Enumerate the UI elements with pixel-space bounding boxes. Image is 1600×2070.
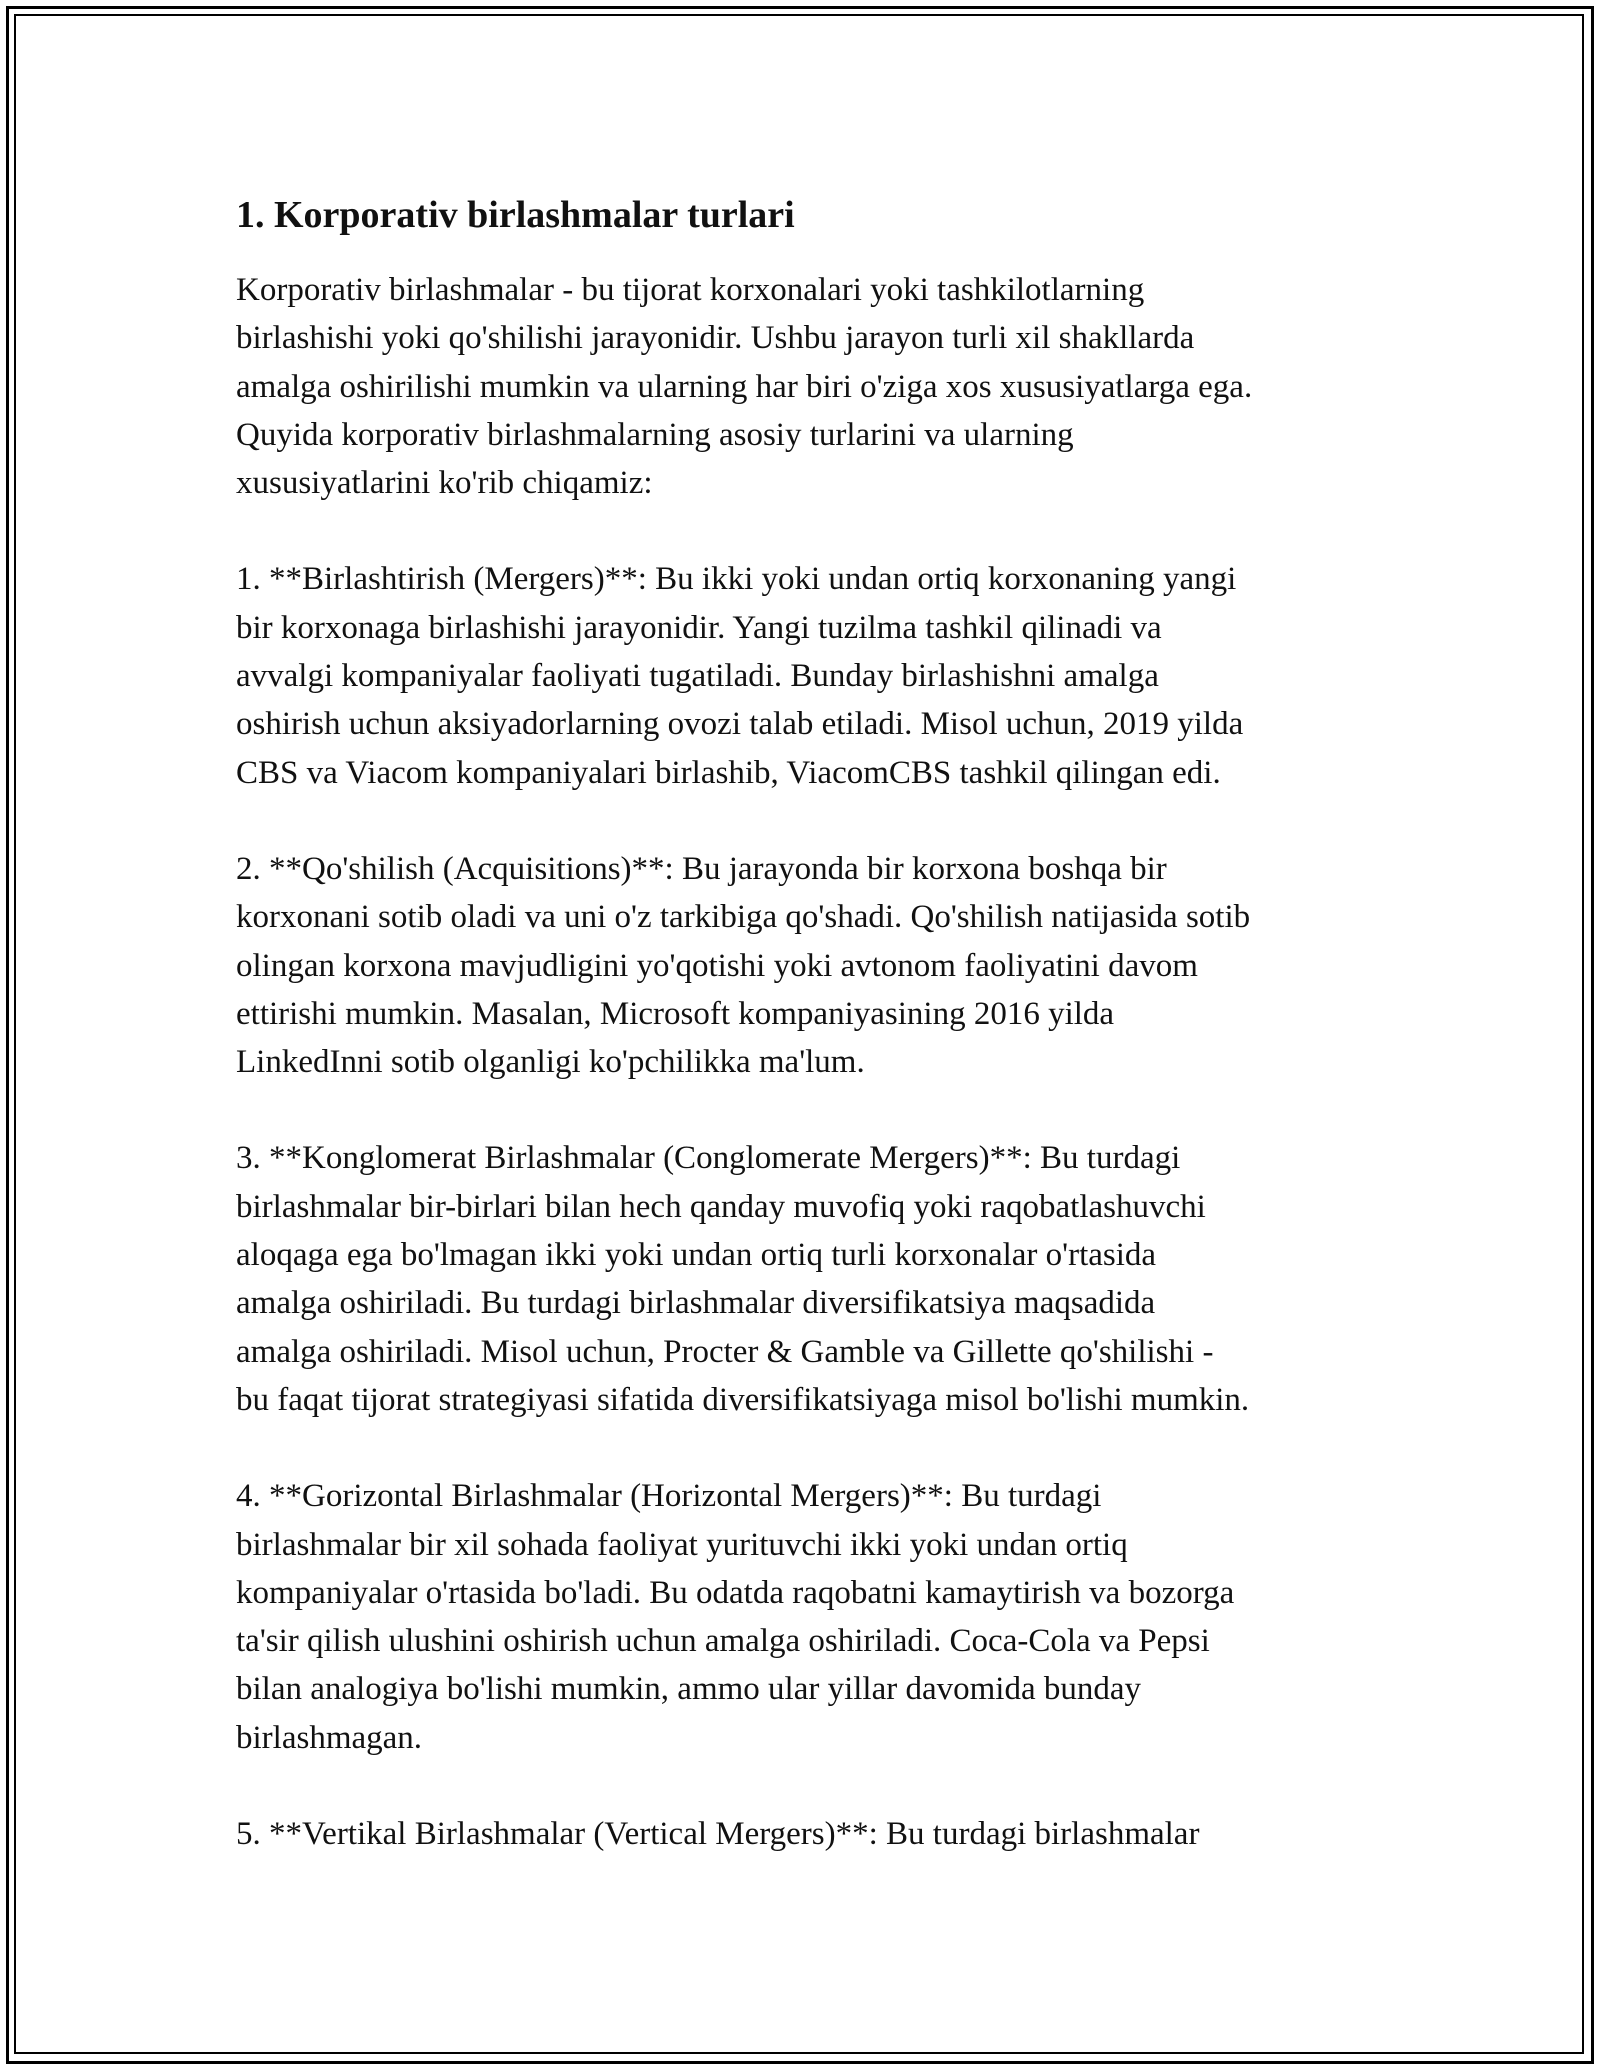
document-page <box>236 188 1376 1906</box>
paragraph-acquisitions: 2. **Qo'shilish (Acquisitions)**: Bu jarayonda bir korxona boshqa bir korxonani sotib oladi va uni o'z tarkibiga qo'shadi. Qo'shilish natijasida sotib olingan korxona mavjudligini yo'qotishi yoki avtonom faoliyatini davom ettirishi mumkin. Masalan, Microsoft kompaniyasining 2016 yilda LinkedInni sotib olganligi ko'pchilikka ma'lum. <box>236 850 1251 1081</box>
paragraph-horizontal-mergers: 4. **Gorizontal Birlashmalar (Horizontal Mergers)**: Bu turdagi birlashmalar bir xil sohada faoliyat yurituvchi ikki yoki undan ortiq kompaniyalar o'rtasida bo'ladi. Bu odatda raqobatni kamaytirish va bozorga ta'sir qilish ulushini oshirish uchun amalga oshiriladi. Coca-Cola va Pepsi bilan analogiya bo'lishi mumkin, ammo ular yillar davomida bunday birlashmagan. <box>236 1478 1235 1756</box>
section-title: 1. Korporativ birlashmalar turlari <box>236 194 795 236</box>
paragraph-conglomerate-mergers: 3. **Konglomerat Birlashmalar (Conglomerate Mergers)**: Bu turdagi birlashmalar bir-birlari bilan hech qanday muvofiq yoki raqobatlashuvchi aloqaga ega bo'lmagan ikki yoki undan ortiq turli korxonalar o'rtasida amalga oshiriladi. Bu turdagi birlashmalar diversifikatsiya maqsadida amalga oshiriladi. Misol uchun, Procter & Gamble va Gillette qo'shilishi - bu faqat tijorat strategiyasi sifatida diversifikatsiyaga misol bo'lishi mumkin. <box>236 1140 1250 1418</box>
paragraph-vertical-mergers: 5. **Vertikal Birlashmalar (Vertical Mergers)**: Bu turdagi birlashmalar <box>236 1816 1200 1853</box>
paragraph-mergers: 1. **Birlashtirish (Mergers)**: Bu ikki yoki undan ortiq korxonaning yangi bir korxonaga birlashishi jarayonidir. Yangi tuzilma tashkil qilinadi va avvalgi kompaniyalar faoliyati tugatiladi. Bunday birlashishni amalga oshirish uchun aksiyadorlarning ovozi talab etiladi. Misol uchun, 2019 yilda CBS va Viacom kompaniyalari birlashib, ViacomCBS tashkil qilingan edi. <box>236 561 1244 791</box>
intro-paragraph: Korporativ birlashmalar - bu tijorat korxonalari yoki tashkilotlarning birlashishi yoki qo'shilishi jarayonidir. Ushbu jarayon turli xil shakllarda amalga oshirilishi mumkin va ularning har biri o'ziga xos xususiyatlarga ega. Quyida korporativ birlashmalarning asosiy turlarini va ularning xususiyatlarini ko'rib chiqamiz: <box>236 272 1253 502</box>
